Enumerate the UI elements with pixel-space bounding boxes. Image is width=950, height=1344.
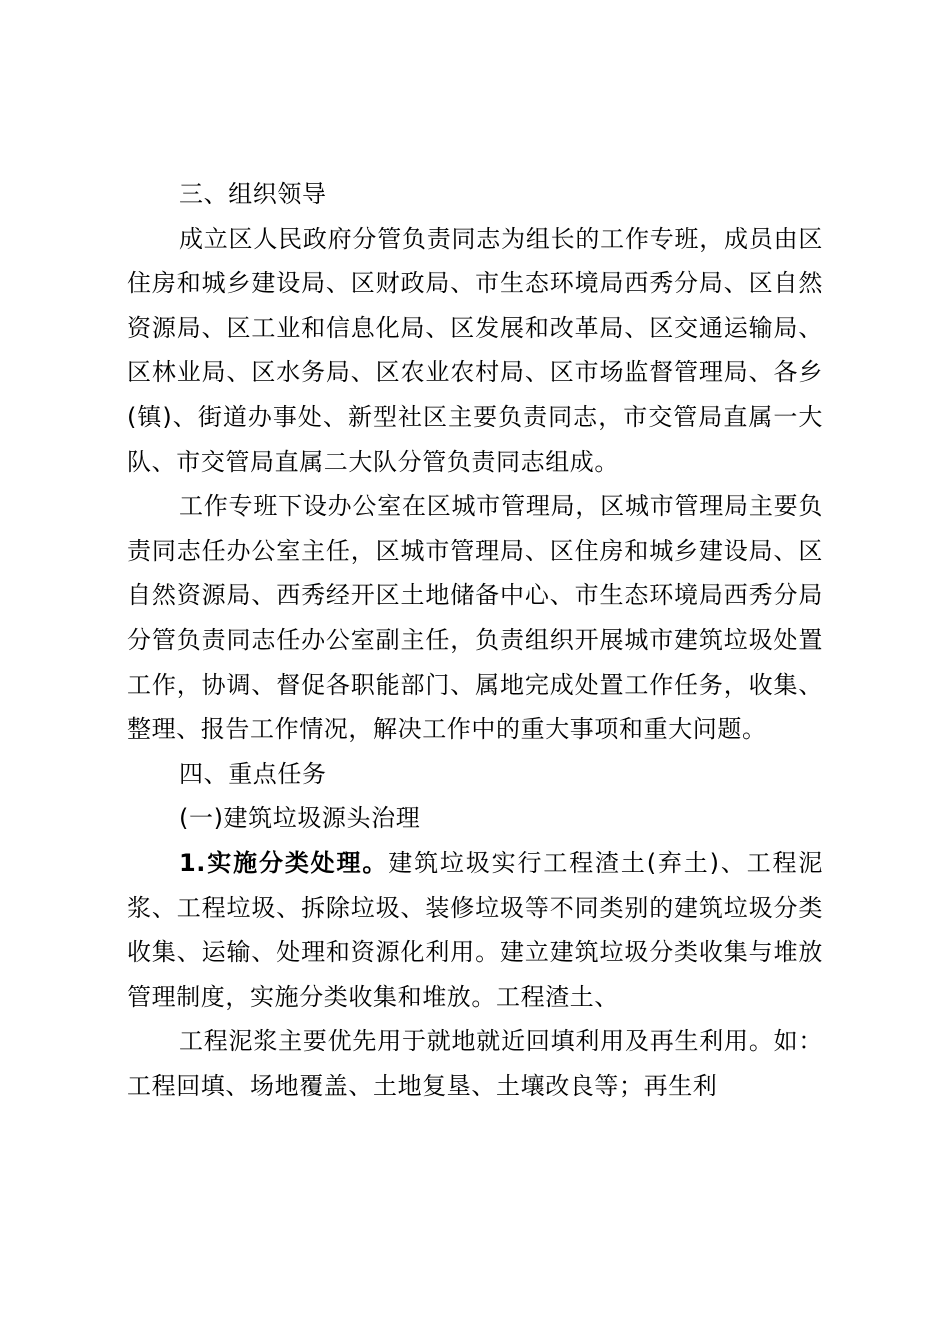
section-heading-key-tasks: 四、重点任务 <box>179 759 327 788</box>
paragraph-office: 工作专班下设办公室在区城市管理局，区城市管理局主要负责同志任办公室主任，区城市管理局、区住房和城乡建设局、区自然资源局、西秀经开区土地储备中心、市生态环境局西秀分局分管负责同志任办公室副主任，负责组织开展城市建筑垃圾处置工作，协调、督促各职能部门、属地完成处置工作任务，收集、整理、报告工作情况，解决工作中的重大事项和重大问题。 <box>127 492 823 744</box>
item-title-classification: 1.实施分类处理。 <box>179 848 389 877</box>
subsection-heading-source-control: (一)建筑垃圾源头治理 <box>179 804 421 833</box>
document-body <box>127 172 823 1108</box>
paragraph-classification <box>127 841 823 1019</box>
section-heading-organization: 三、组织领导 <box>179 180 327 208</box>
paragraph-reuse: 工程泥浆主要优先用于就地就近回填利用及再生利用。如：工程回填、场地覆盖、土地复垦、土壤改良等；再生利 <box>127 1027 823 1100</box>
paragraph-work-team: 成立区人民政府分管负责同志为组长的工作专班，成员由区住房和城乡建设局、区财政局、市生态环境局西秀分局、区自然资源局、区工业和信息化局、区发展和改革局、区交通运输局、区林业局、区水务局、区农业农村局、区市场监督管理局、各乡(镇)、街道办事处、新型社区主要负责同志，市交管局直属一大队、市交管局直属二大队分管负责同志组成。 <box>127 224 823 476</box>
item-body-classification: 建筑垃圾实行工程渣土(弃土)、工程泥浆、工程垃圾、拆除垃圾、装修垃圾等不同类别的建筑垃圾分类收集、运输、处理和资源化利用。建立建筑垃圾分类收集与堆放管理制度，实施分类收集和堆放。工程渣土、 <box>127 848 823 1011</box>
